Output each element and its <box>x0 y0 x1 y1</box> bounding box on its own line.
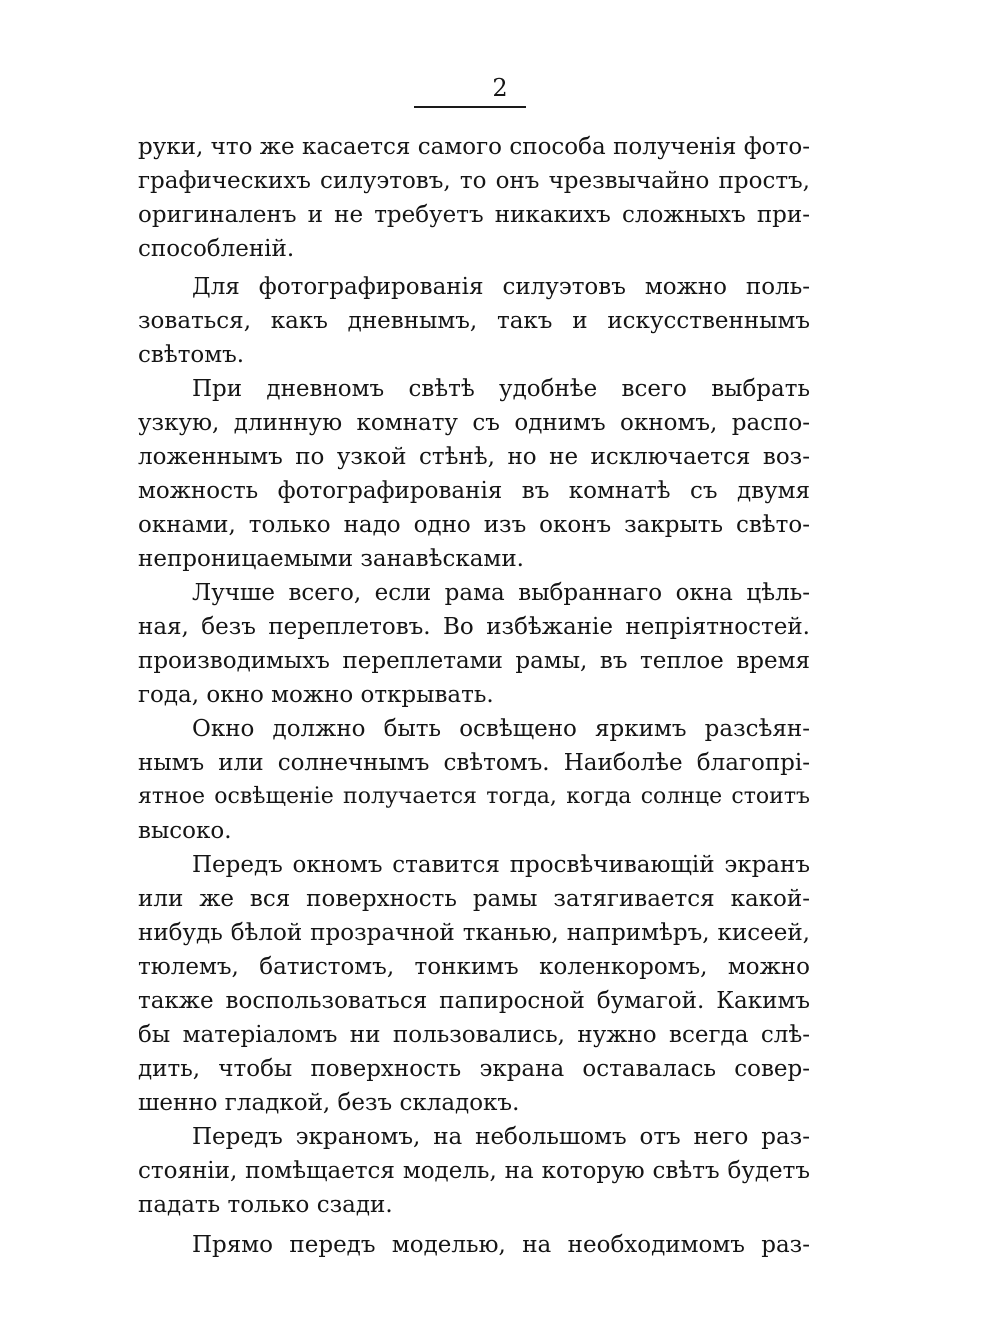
text-line: падать только сзади. <box>138 1192 393 1218</box>
text-line: дить, чтобы поверхность экрана оставалась совер- <box>138 1056 810 1082</box>
text-line: нымъ или солнечнымъ свѣтомъ. Наиболѣе благопрі- <box>138 750 810 776</box>
text-line: графическихъ силуэтовъ, то онъ чрезвычайно простъ, <box>138 168 810 194</box>
text-line: тюлемъ, батистомъ, тонкимъ коленкоромъ, можно <box>138 954 810 980</box>
page-number: 2 <box>492 74 508 102</box>
text-line: узкую, длинную комнату съ однимъ окномъ, распо- <box>138 410 810 436</box>
text-line: Передъ экраномъ, на небольшомъ отъ него раз- <box>192 1124 810 1150</box>
text-line: стояніи, помѣщается модель, на которую свѣтъ будетъ <box>138 1158 810 1184</box>
text-line: ложеннымъ по узкой стѣнѣ, но не исключается воз- <box>138 444 810 470</box>
text-line: Лучше всего, если рама выбраннаго окна цѣль- <box>192 580 810 606</box>
text-line: Окно должно быть освѣщено яркимъ разсѣян- <box>192 716 810 742</box>
text-line: или же вся поверхность рамы затягивается какой- <box>138 886 810 912</box>
text-line: можность фотографированія въ комнатѣ съ двумя <box>138 478 810 504</box>
text-line: Для фотографированія силуэтовъ можно поль- <box>192 274 810 300</box>
text-line: шенно гладкой, безъ складокъ. <box>138 1090 520 1116</box>
text-line: ная, безъ переплетовъ. Во избѣжаніе непріятностей. <box>138 614 810 640</box>
text-line: руки, что же касается самого способа полученія фото- <box>138 134 810 160</box>
text-line: зоваться, какъ дневнымъ, такъ и искусственнымъ <box>138 308 810 334</box>
text-line: также воспользоваться папиросной бумагой. Какимъ <box>138 988 810 1014</box>
text-line: Прямо передъ моделью, на необходимомъ раз- <box>192 1232 810 1258</box>
text-line: нибудь бѣлой прозрачной тканью, напримѣръ, кисеей, <box>138 920 810 946</box>
text-line: ятное освѣщеніе получается тогда, когда солнце стоитъ <box>138 784 810 809</box>
text-line: производимыхъ переплетами рамы, въ теплое время <box>138 648 810 674</box>
text-line: года, окно можно открывать. <box>138 682 494 708</box>
text-line: оригиналенъ и не требуетъ никакихъ сложныхъ при- <box>138 202 810 228</box>
text-line: способленій. <box>138 236 295 262</box>
text-line: При дневномъ свѣтѣ удобнѣе всего выбрать <box>192 376 810 402</box>
header-rule <box>414 106 526 108</box>
text-line: непроницаемыми занавѣсками. <box>138 546 524 572</box>
text-line: высоко. <box>138 818 232 844</box>
text-line: Передъ окномъ ставится просвѣчивающій экранъ <box>192 852 810 878</box>
text-line: окнами, только надо одно изъ оконъ закрыть свѣто- <box>138 512 810 538</box>
text-line: свѣтомъ. <box>138 342 245 368</box>
text-line: бы матеріаломъ ни пользовались, нужно всегда слѣ- <box>138 1022 810 1048</box>
